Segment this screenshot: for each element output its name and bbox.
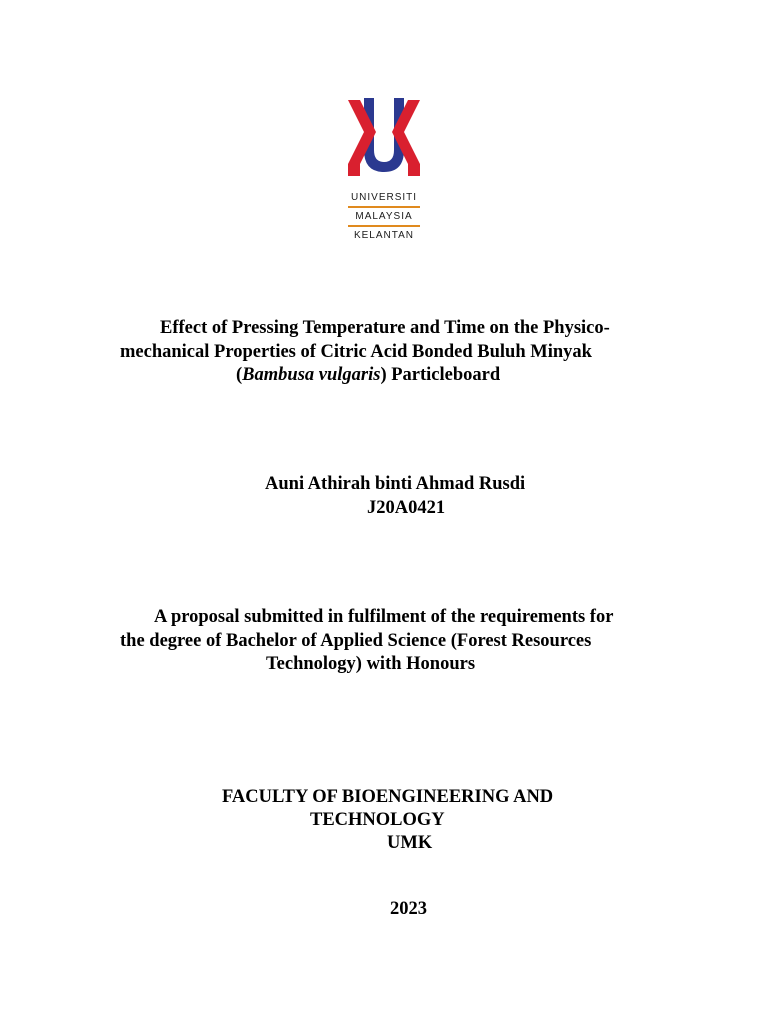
author-name: Auni Athirah binti Ahmad Rusdi [265, 474, 526, 494]
title-line-1: Effect of Pressing Temperature and Time on the Physico- [160, 318, 610, 338]
title-line-3-rest: ) Particleboard [380, 365, 501, 385]
proposal-line-2: the degree of Bachelor of Applied Science (Forest Resources [120, 631, 592, 651]
proposal-line-3: Technology) with Honours [266, 654, 476, 674]
university-logo [322, 88, 446, 250]
proposal-line-1: A proposal submitted in fulfilment of the requirements for [154, 607, 614, 627]
matric-number: J20A0421 [367, 498, 446, 518]
logo-text-kelantan: KELANTAN [353, 230, 415, 241]
title-line-3 [236, 364, 500, 386]
title-line-2: mechanical Properties of Citric Acid Bonded Buluh Minyak [120, 342, 592, 362]
species-name: Bambusa vulgaris [242, 365, 381, 385]
faculty-line-1: FACULTY OF BIOENGINEERING AND [222, 787, 554, 807]
logo-divider [348, 225, 420, 227]
logo-divider [348, 206, 420, 208]
logo-text-universiti: UNIVERSITI [350, 192, 418, 203]
faculty-line-2: TECHNOLOGY [310, 810, 445, 830]
faculty-line-3: UMK [387, 833, 433, 853]
logo-text-malaysia: MALAYSIA [355, 211, 413, 222]
title-paren-open: ( [236, 365, 243, 385]
year: 2023 [390, 899, 427, 919]
university-logo-icon [322, 88, 446, 198]
